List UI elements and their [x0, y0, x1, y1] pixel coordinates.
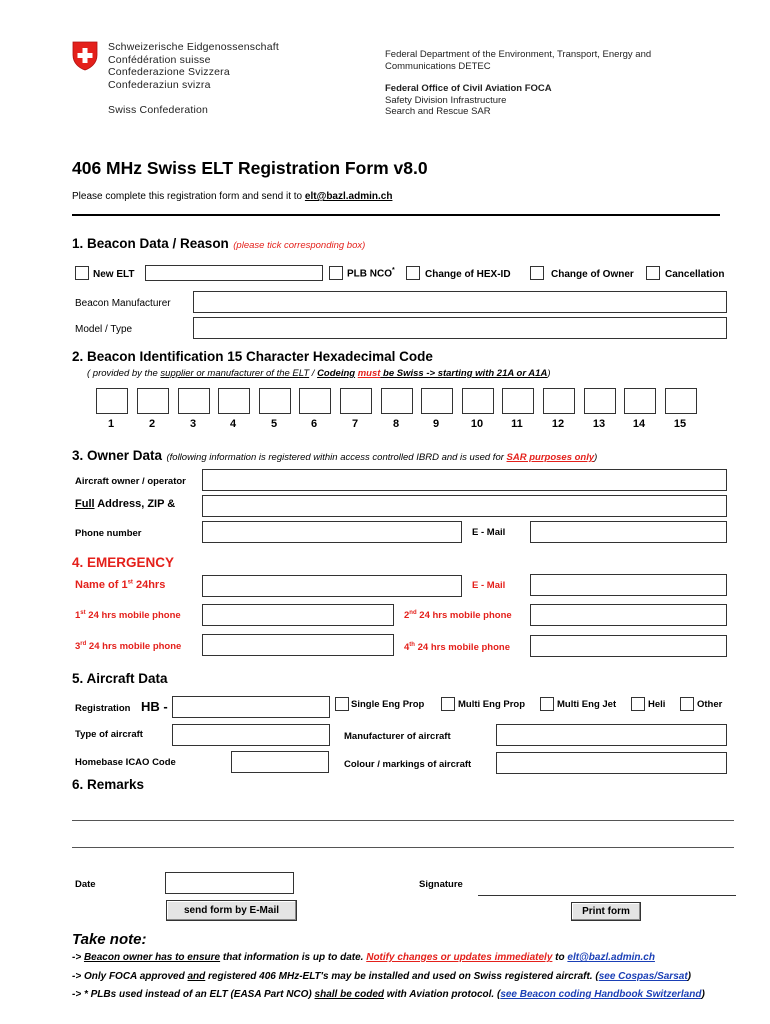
beacon-manufacturer-input[interactable]	[193, 291, 727, 313]
note-part-a: ( provided by the	[87, 368, 161, 379]
hex-digit-3[interactable]	[178, 388, 210, 414]
note-part-f: be Swiss -> starting with 21A or A1A	[380, 368, 548, 379]
colour-markings-input[interactable]	[496, 752, 727, 774]
title-divider	[72, 214, 720, 216]
lang-it: Confederazione Svizzera	[108, 66, 230, 78]
swiss-confederation: Swiss Confederation	[108, 104, 209, 116]
note-part-g: )	[547, 368, 551, 379]
hex-digit-1[interactable]	[96, 388, 128, 414]
section5-title: 5. Aircraft Data	[72, 671, 168, 686]
hex-digit-4[interactable]	[218, 388, 250, 414]
phone1-num: 1	[75, 610, 81, 622]
emergency-email-input[interactable]	[530, 574, 727, 596]
note-line-1	[72, 952, 655, 963]
hex-digit-2[interactable]	[137, 388, 169, 414]
emergency-name-input[interactable]	[202, 575, 462, 597]
hex-digit-13[interactable]	[584, 388, 616, 414]
colour-markings-label: Colour / markings of aircraft	[344, 759, 472, 770]
language-names	[108, 41, 279, 91]
phone4-label	[404, 642, 510, 653]
emergency-name-label-b: 24hrs	[132, 579, 166, 591]
hex-digit-7[interactable]	[340, 388, 372, 414]
phone1-label	[75, 610, 181, 621]
type-of-aircraft-input[interactable]	[172, 724, 330, 746]
phone4-input[interactable]	[530, 635, 727, 657]
section3-title: 3. Owner Data	[72, 448, 163, 463]
note-part-c: /	[309, 368, 318, 379]
hex-number: 14	[632, 418, 646, 430]
note-line-2	[72, 971, 691, 982]
hex-number: 10	[470, 418, 484, 430]
beacon-manufacturer-label: Beacon Manufacturer	[75, 298, 171, 309]
section3-heading	[72, 447, 597, 465]
phone2-num: 2	[404, 610, 410, 622]
plb-nco-text: PLB NCO	[347, 268, 392, 280]
phone3-text: 24 hrs mobile phone	[86, 641, 182, 653]
note3-text: with Aviation protocol. (	[384, 989, 501, 1000]
single-eng-checkbox[interactable]	[335, 697, 349, 711]
remarks-line-1[interactable]	[72, 820, 734, 821]
note1-to: to	[552, 952, 568, 963]
phone4-sup: th	[409, 642, 415, 648]
section3-hint-a: (following information is registered within access controlled IBRD and is used for	[166, 452, 507, 463]
emergency-name-label	[75, 579, 165, 591]
hex-number: 5	[270, 418, 278, 430]
department-line2: Communications DETEC	[385, 60, 491, 72]
phone4-text: 24 hrs mobile phone	[414, 642, 510, 654]
plb-nco-label	[347, 267, 395, 279]
single-eng-label: Single Eng Prop	[351, 699, 425, 710]
intro-label: Please complete this registration form and send it to	[72, 191, 305, 202]
note1-owner: Beacon owner has to ensure	[83, 952, 221, 963]
hex-number: 13	[592, 418, 606, 430]
other-label: Other	[697, 699, 723, 710]
address-input[interactable]	[202, 495, 727, 517]
note1-email-link[interactable]: elt@bazl.admin.ch	[567, 952, 655, 963]
multi-jet-label: Multi Eng Jet	[557, 699, 617, 710]
note2-start: -> Only FOCA approved	[72, 971, 188, 982]
hex-number: 9	[432, 418, 440, 430]
unit-name: Search and Rescue SAR	[385, 106, 491, 117]
division-name: Safety Division Infrastructure	[385, 94, 507, 106]
note2-and: and	[187, 971, 206, 982]
phone1-input[interactable]	[202, 604, 394, 626]
phone3-sup: rd	[80, 641, 87, 647]
phone-input[interactable]	[202, 521, 462, 543]
section3-hint-c: )	[594, 452, 598, 463]
note2-close: )	[687, 971, 691, 982]
note-part-d: Codeing	[317, 368, 356, 379]
hex-number: 6	[310, 418, 318, 430]
cancellation-checkbox[interactable]	[646, 266, 660, 280]
owner-email-label: E - Mail	[472, 527, 506, 538]
date-input[interactable]	[165, 872, 294, 894]
aircraft-manufacturer-label: Manufacturer of aircraft	[344, 731, 451, 742]
department-block	[385, 49, 651, 118]
note1-notify: Notify changes or updates immediately	[366, 952, 553, 963]
heli-checkbox[interactable]	[631, 697, 645, 711]
print-form-button[interactable]: Print form	[571, 902, 641, 921]
emergency-email-label: E - Mail	[472, 580, 506, 591]
phone3-input[interactable]	[202, 634, 394, 656]
phone1-text: 24 hrs mobile phone	[85, 610, 181, 622]
hex-digit-15[interactable]	[665, 388, 697, 414]
lang-de: Schweizerische Eidgenossenschaft	[108, 41, 279, 53]
remarks-line-2[interactable]	[72, 847, 734, 848]
section2-title: 2. Beacon Identification 15 Character Hexadecimal Code	[72, 349, 433, 364]
note3-close: )	[701, 989, 705, 1000]
note3-coded: shall be coded	[314, 989, 385, 1000]
swiss-coat-of-arms-icon	[72, 41, 98, 71]
phone2-input[interactable]	[530, 604, 727, 626]
change-hex-label: Change of HEX-ID	[425, 269, 511, 280]
new-elt-checkbox[interactable]	[75, 266, 89, 280]
section1-hint: (please tick corresponding box)	[233, 240, 366, 251]
homebase-input[interactable]	[231, 751, 329, 773]
hex-digit-12[interactable]	[543, 388, 575, 414]
change-owner-label: Change of Owner	[551, 269, 634, 280]
section3-hint-b: SAR purposes only	[506, 452, 595, 463]
phone3-label	[75, 641, 181, 652]
emergency-name-label-sup: st	[127, 579, 133, 586]
hex-digit-5[interactable]	[259, 388, 291, 414]
cancellation-label: Cancellation	[665, 269, 725, 280]
heli-label: Heli	[648, 699, 666, 710]
registration-label: Registration	[75, 703, 131, 714]
hex-number: 15	[673, 418, 687, 430]
take-note-title: Take note:	[72, 931, 147, 948]
change-owner-checkbox[interactable]	[530, 266, 544, 280]
address-label-rest: Address, ZIP &	[94, 498, 176, 510]
section2-note	[87, 368, 550, 379]
registration-input[interactable]	[172, 696, 330, 718]
multi-jet-checkbox[interactable]	[540, 697, 554, 711]
homebase-label: Homebase ICAO Code	[75, 757, 176, 768]
hex-number: 1	[107, 418, 115, 430]
hex-digit-14[interactable]	[624, 388, 656, 414]
hex-number: 11	[511, 418, 523, 430]
hex-digit-6[interactable]	[299, 388, 331, 414]
new-elt-input[interactable]	[145, 265, 323, 281]
signature-label: Signature	[419, 879, 463, 890]
note1-text: that information is up to date.	[220, 952, 367, 963]
section1-heading	[72, 235, 365, 253]
model-type-label: Model / Type	[75, 324, 133, 335]
intro-text	[72, 191, 392, 202]
hex-digit-8[interactable]	[381, 388, 413, 414]
phone2-label	[404, 610, 512, 621]
phone-label: Phone number	[75, 528, 142, 539]
address-label	[75, 498, 175, 510]
hex-digit-9[interactable]	[421, 388, 453, 414]
note-line-3	[72, 989, 705, 1000]
page-title: 406 MHz Swiss ELT Registration Form v8.0	[72, 158, 428, 178]
hex-number: 8	[392, 418, 400, 430]
plb-nco-checkbox[interactable]	[329, 266, 343, 280]
aircraft-manufacturer-input[interactable]	[496, 724, 727, 746]
hex-number: 4	[229, 418, 237, 430]
hb-prefix: HB -	[141, 699, 168, 714]
note3-start: -> * PLBs used instead of an ELT (EASA Part NCO)	[72, 989, 315, 1000]
hex-digit-10[interactable]	[462, 388, 494, 414]
hex-digit-11[interactable]	[502, 388, 534, 414]
owner-email-input[interactable]	[530, 521, 727, 543]
note-part-e: must	[357, 368, 381, 379]
note3-handbook-link[interactable]: see Beacon coding Handbook Switzerland	[500, 989, 702, 1000]
phone2-text: 24 hrs mobile phone	[416, 610, 512, 622]
section6-title: 6. Remarks	[72, 777, 145, 792]
section4-title: 4. EMERGENCY	[72, 555, 175, 570]
multi-eng-label: Multi Eng Prop	[458, 699, 526, 710]
send-email-button[interactable]: send form by E-Mail	[166, 900, 297, 921]
department-line1: Federal Department of the Environment, Transport, Energy and	[385, 49, 652, 60]
change-hex-checkbox[interactable]	[406, 266, 420, 280]
new-elt-label: New ELT	[93, 269, 135, 280]
intro-email-link[interactable]: elt@bazl.admin.ch	[304, 191, 393, 202]
phone2-sup: nd	[409, 610, 417, 616]
other-checkbox[interactable]	[680, 697, 694, 711]
multi-eng-checkbox[interactable]	[441, 697, 455, 711]
type-of-aircraft-label: Type of aircraft	[75, 729, 143, 740]
emergency-name-label-a: Name of 1	[75, 579, 128, 591]
office-name: Federal Office of Civil Aviation FOCA	[385, 83, 552, 94]
section1-title: 1. Beacon Data / Reason	[72, 236, 229, 251]
phone4-num: 4	[404, 642, 410, 654]
hex-number: 7	[351, 418, 359, 430]
phone1-sup: st	[80, 610, 86, 616]
owner-input[interactable]	[202, 469, 727, 491]
note1-arrow: ->	[72, 952, 84, 963]
hex-number: 2	[148, 418, 156, 430]
phone3-num: 3	[75, 641, 81, 653]
hex-number: 3	[189, 418, 197, 430]
address-label-full: Full	[75, 498, 95, 510]
note2-cospas-link[interactable]: see Cospas/Sarsat	[598, 971, 688, 982]
lang-fr: Confédération suisse	[108, 53, 211, 66]
note-part-b: supplier or manufacturer of the ELT	[160, 368, 310, 379]
owner-label: Aircraft owner / operator	[75, 476, 186, 487]
model-type-input[interactable]	[193, 317, 727, 339]
plb-nco-star: *	[392, 267, 395, 274]
signature-line[interactable]	[478, 895, 736, 896]
note2-text: registered 406 MHz-ELT's may be installed and used on Swiss registered aircraft. (	[205, 971, 599, 982]
hex-number: 12	[551, 418, 565, 430]
lang-rm: Confederaziun svizra	[108, 78, 211, 91]
date-label: Date	[75, 879, 96, 890]
